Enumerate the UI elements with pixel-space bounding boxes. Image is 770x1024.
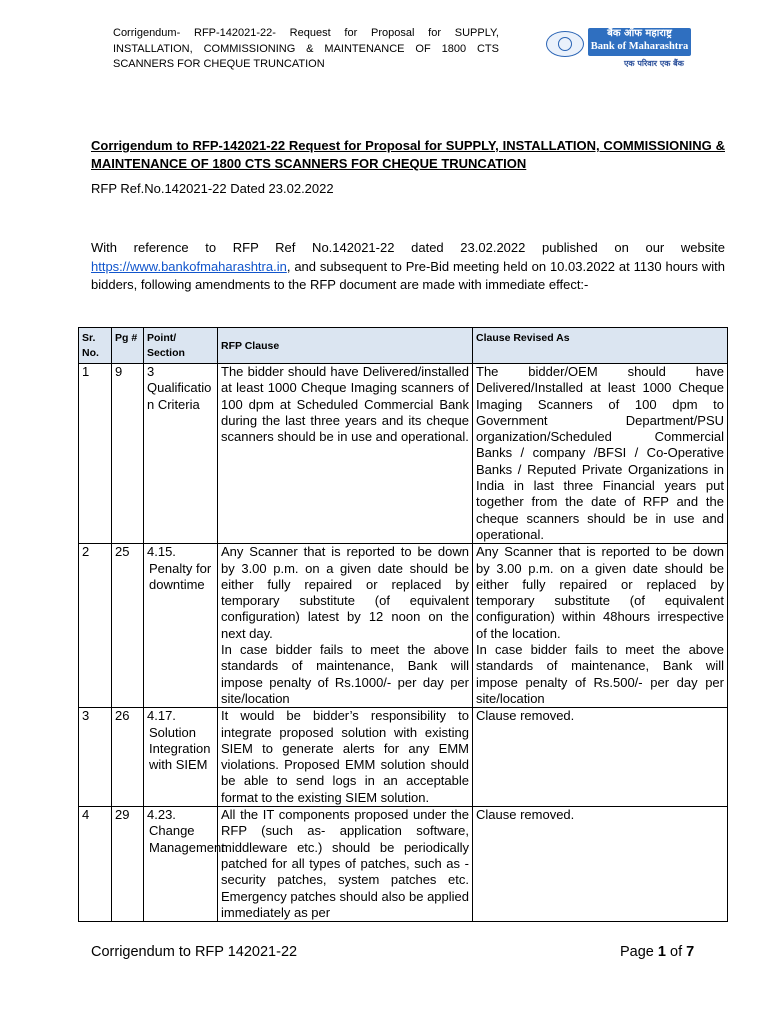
logo-english-name: Bank of Maharashtra xyxy=(590,41,689,52)
point-number: 4.17. xyxy=(147,708,176,724)
of-label: of xyxy=(670,944,683,960)
rfp-reference: RFP Ref.No.142021-22 Dated 23.02.2022 xyxy=(91,181,334,196)
cell-pg: 29 xyxy=(112,807,144,922)
table-row xyxy=(79,544,728,708)
header-point-section: Point/ Section xyxy=(144,328,218,364)
bank-website-link[interactable]: https://www.bankofmaharashtra.in xyxy=(91,258,287,274)
table-row xyxy=(79,708,728,807)
cell-clause-revised: Clause removed. xyxy=(473,708,728,807)
bank-seal-icon xyxy=(546,31,584,57)
running-header: Corrigendum- RFP-142021-22- Request for Proposal for SUPPLY, INSTALLATION, COMMISSIONING & MAINTENANCE OF 1800 CTS SCANNERS FOR CHEQUE TRUNCATION xyxy=(113,27,499,70)
header-page: Pg # xyxy=(112,328,144,364)
cell-clause-revised: Clause removed. xyxy=(473,807,728,922)
cell-point xyxy=(144,708,218,807)
revised-paragraph: In case bidder fails to meet the above standards of maintenance, Bank will impose penalty of Rs.500/- per day per site/location xyxy=(476,642,724,706)
intro-text-start: With reference to RFP Ref No.142021-22 dated 23.02.2022 published on our website xyxy=(91,240,725,255)
header-clause-revised: Clause Revised As xyxy=(473,328,728,364)
point-number: 3 xyxy=(147,364,155,379)
document-title: Corrigendum to RFP-142021-22 Request for Proposal for SUPPLY, INSTALLATION, COMMISSIONING & MAINTENANCE OF 1800 CTS SCANNERS FOR CHEQUE TRUNCATION xyxy=(91,138,725,171)
intro-paragraph xyxy=(91,239,725,295)
clause-paragraph: In case bidder fails to meet the above standards of maintenance, Bank will impose penalty of Rs.1000/- per day per site/location xyxy=(221,642,469,706)
cell-point xyxy=(144,807,225,922)
cell-rfp-clause xyxy=(218,544,473,708)
intro-text-end: , and subsequent to Pre-Bid meeting held on 10.03.2022 at 1130 hours with bidders, following amendments to the RFP document are made with immediate effect:- xyxy=(91,258,725,292)
clause-paragraph: Any Scanner that is reported to be down by 3.00 p.m. on a given date should be either fully repaired or replaced by temporary substitute (of equivalent configuration) latest by 12 noon on the next day. xyxy=(221,544,469,641)
point-number: 4.15. xyxy=(147,544,176,560)
cell-pg: 26 xyxy=(112,708,144,807)
header-sr-no: Sr. No. xyxy=(79,328,112,364)
point-title: Change Management xyxy=(149,823,225,855)
cell-rfp-clause: All the IT components proposed under the RFP (such as- application software, middleware etc.) should be periodically patched for all types of patches, such as - security patches, system patches etc. Emergency patches should also be applied immediately as per xyxy=(218,807,473,922)
cell-clause-revised: The bidder/OEM should have Delivered/Installed at least 1000 Cheque Imaging Scanners of 100 dpm to Government Department/PSU organization/Scheduled Commercial Banks / company /BFSI / Co-Operative Banks / Reputed Private Organizations in India in last three Financial years put together from the date of RFP and the cheque scanners should be in use and operational. xyxy=(473,364,728,544)
page-number xyxy=(620,944,694,960)
point-title: Penalty for downtime xyxy=(149,560,212,592)
cell-sr: 3 xyxy=(79,708,112,807)
cell-pg: 25 xyxy=(112,544,144,708)
point-number: 4.23. xyxy=(147,807,176,823)
table-row xyxy=(79,364,728,544)
page-label: Page xyxy=(620,944,654,960)
current-page: 1 xyxy=(657,944,666,960)
logo-hindi-name: बैंक ऑफ महाराष्ट्र xyxy=(607,28,672,39)
bank-logo xyxy=(546,28,692,70)
total-pages: 7 xyxy=(686,944,695,960)
revised-paragraph: Any Scanner that is reported to be down by 3.00 p.m. on a given date should be either fully repaired or replaced by temporary substitute (of equivalent configuration) within 48hours irrespective of the location. xyxy=(476,544,724,641)
cell-point xyxy=(144,364,218,544)
cell-rfp-clause: The bidder should have Delivered/installed at least 1000 Cheque Imaging scanners of 100 dpm at Scheduled Commercial Bank during the last three years and its cheque scanners should be in use and operational. xyxy=(218,364,473,544)
cell-sr: 2 xyxy=(79,544,112,708)
logo-banner xyxy=(588,28,691,56)
cell-rfp-clause: It would be bidder’s responsibility to integrate proposed solution with existing SIEM to generate alerts for any EMM violations. Proposed EMM solution should be able to send logs in an acceptable format to the existing SIEM solution. xyxy=(218,708,473,807)
table-header-row xyxy=(79,328,728,364)
cell-sr: 1 xyxy=(79,364,112,544)
table-row xyxy=(79,807,728,922)
cell-clause-revised xyxy=(473,544,728,708)
footer-title: Corrigendum to RFP 142021-22 xyxy=(91,944,298,960)
cell-sr: 4 xyxy=(79,807,112,922)
point-title: Solution Integration with SIEM xyxy=(149,724,211,773)
cell-point xyxy=(144,544,218,708)
cell-pg: 9 xyxy=(112,364,144,544)
point-title: Qualification Criteria xyxy=(147,380,212,412)
amendments-table xyxy=(78,327,728,922)
header-rfp-clause: RFP Clause xyxy=(218,328,473,364)
logo-tagline: एक परिवार एक बैंक xyxy=(624,59,684,68)
